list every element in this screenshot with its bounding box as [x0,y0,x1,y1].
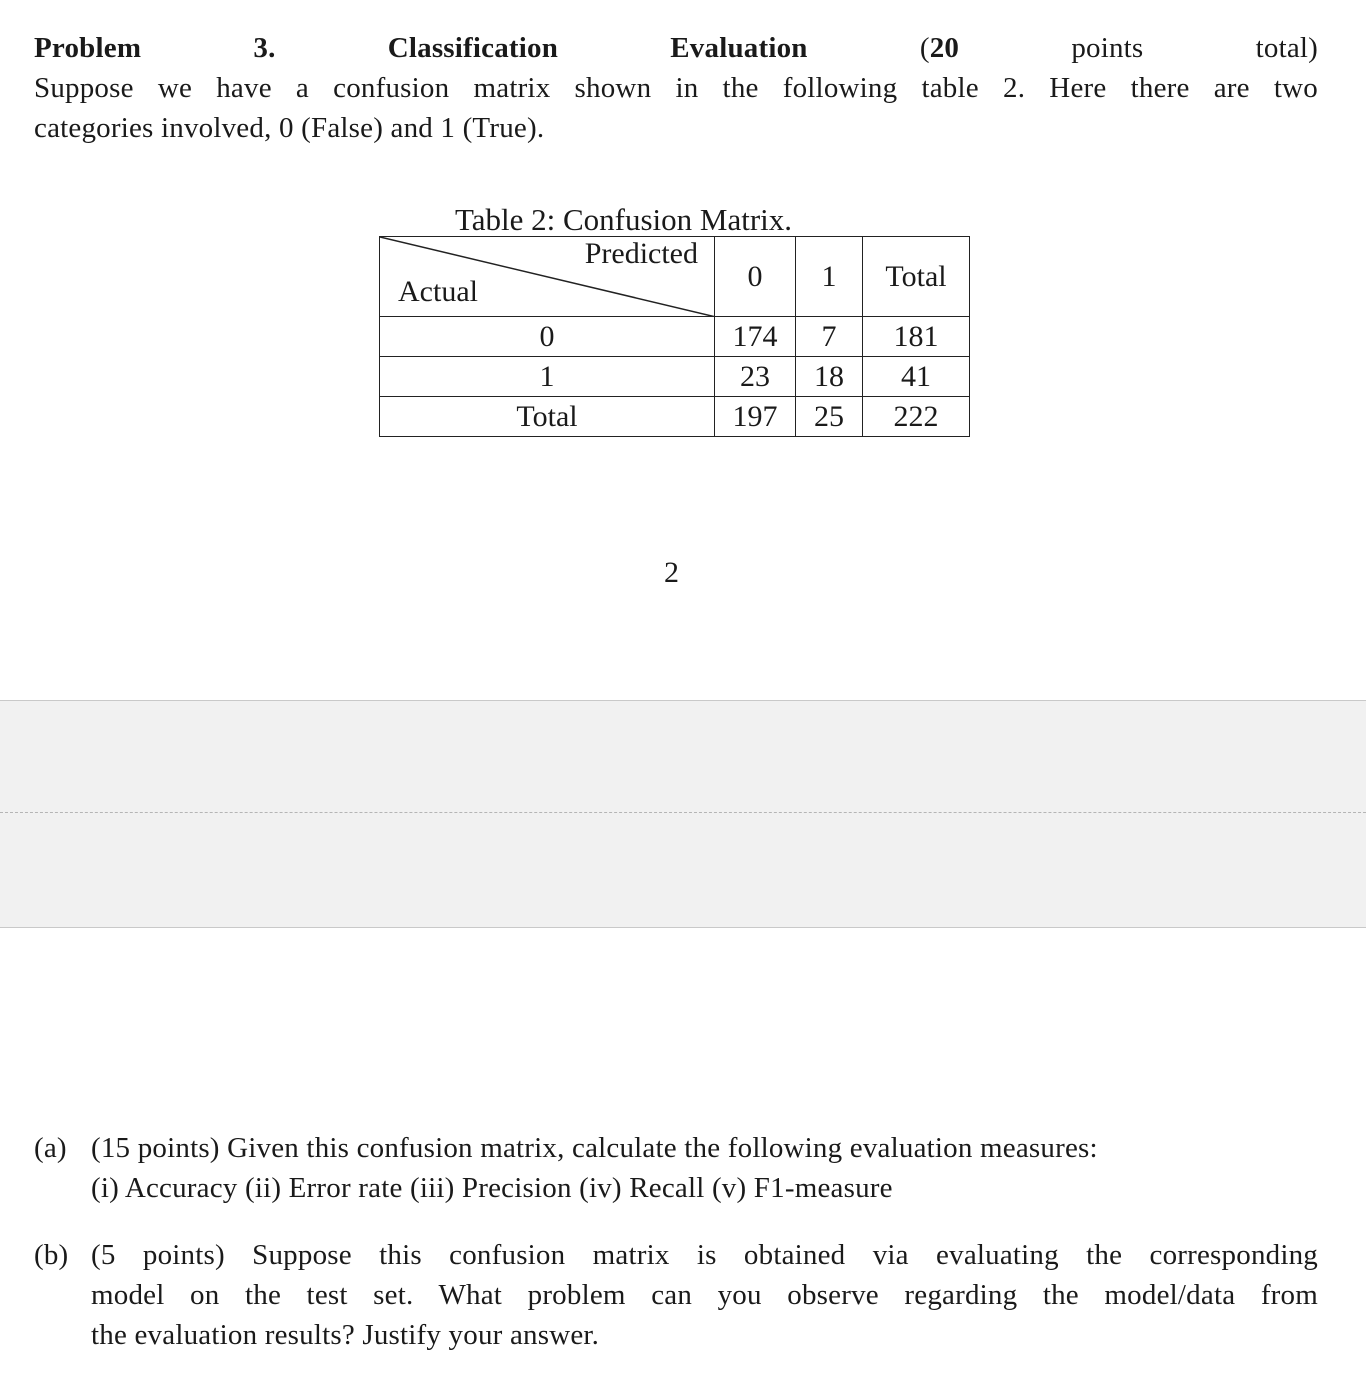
table-cell: 41 [863,357,970,397]
col-header-1: 1 [796,237,863,317]
confusion-matrix-table [379,236,970,437]
problem-points-number: 20 [929,32,960,64]
table-cell: 18 [796,357,863,397]
page-number: 2 [664,556,679,589]
table-cell: 181 [863,317,970,357]
table-caption [380,202,972,238]
question-b-line-2: model on the test set. What problem can you observe regarding the model/data from [91,1279,1318,1311]
diagonal-header-cell [380,237,715,317]
question-b-line-1: (5 points) Suppose this confusion matrix is obtained via evaluating the corresponding [91,1239,1318,1271]
table-cell: 174 [715,317,796,357]
predicted-label: Predicted [584,237,698,270]
col-header-total: Total [863,237,970,317]
question-a-line-1: (15 points) Given this confusion matrix, calculate the following evaluation measures: [91,1132,1098,1164]
question-b [34,1235,1318,1355]
table-header-row [380,237,970,317]
problem-heading-line [34,28,1318,68]
table-cell: 222 [863,397,970,437]
question-a [34,1128,1318,1208]
question-a-body [91,1128,1318,1208]
table-cell: 197 [715,397,796,437]
question-b-label: (b) [34,1239,69,1271]
table-row [380,317,970,357]
question-a-line-2: (i) Accuracy (ii) Error rate (iii) Precision (iv) Recall (v) F1-measure [91,1172,893,1204]
intro-line-1: Suppose we have a confusion matrix shown in the following table 2. Here there are two [34,72,1318,104]
page-break-gap [0,700,1366,928]
question-b-line-3: the evaluation results? Justify your answer. [91,1319,600,1351]
problem-points-rest: points total) [1071,32,1319,64]
row-label: Total [380,397,715,437]
table-row [380,397,970,437]
question-b-body [91,1235,1318,1355]
actual-label: Actual [398,275,478,308]
table-row [380,357,970,397]
table-cell: 25 [796,397,863,437]
problem-title: Problem 3. Classification Evaluation [34,32,808,64]
problem-intro [34,28,1318,148]
table-cell: 7 [796,317,863,357]
questions-section [34,1128,1318,1382]
table-cell: 23 [715,357,796,397]
table-caption-text: Table 2: Confusion Matrix. [454,202,793,237]
row-label: 1 [380,357,715,397]
question-a-label: (a) [34,1132,67,1164]
intro-line-2: categories involved, 0 (False) and 1 (True). [34,112,545,144]
col-header-0: 0 [715,237,796,317]
problem-points-open: ( [919,32,930,64]
page-break-dashed-line [0,812,1366,813]
row-label: 0 [380,317,715,357]
